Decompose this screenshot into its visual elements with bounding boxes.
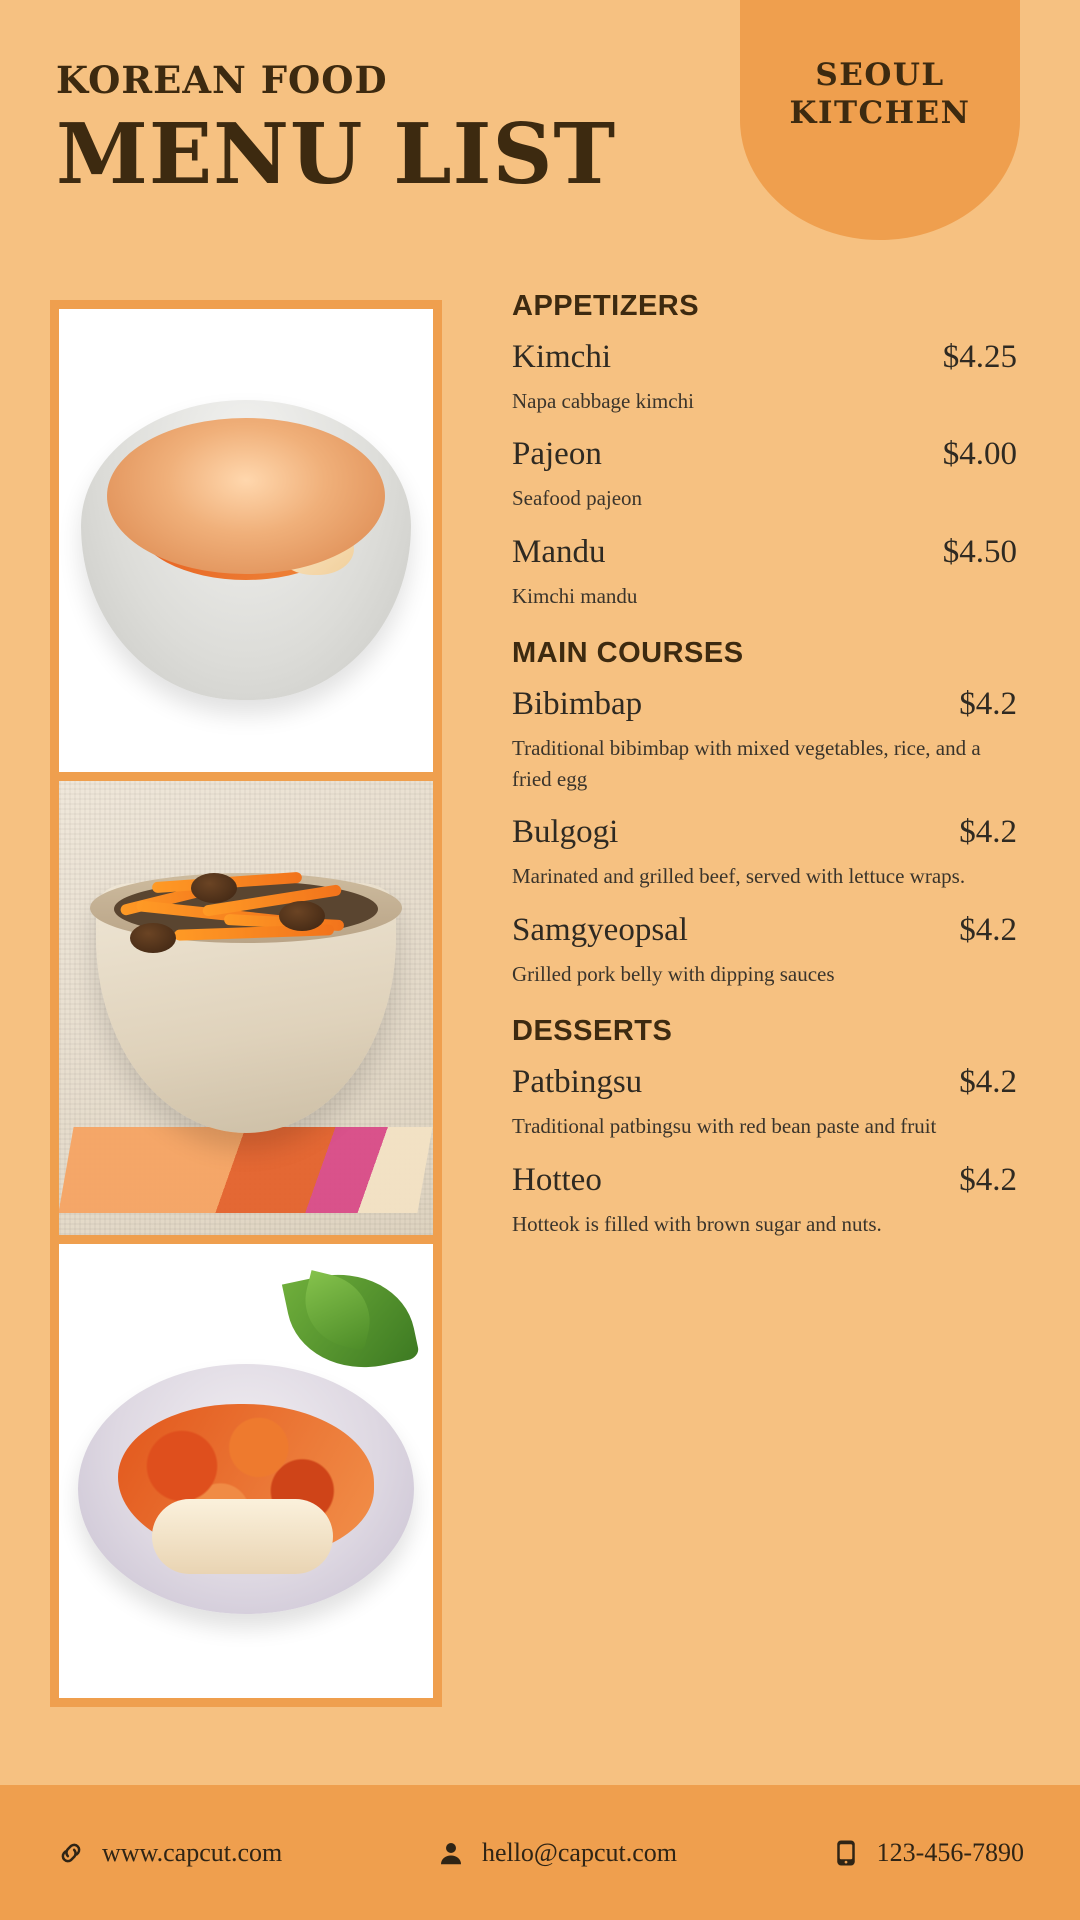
menu-item-description: Hotteok is filled with brown sugar and nuts. [512, 1211, 882, 1236]
menu-item-description: Traditional patbingsu with red bean paste and fruit [512, 1114, 937, 1139]
food-photo-pork-kimchi [59, 1235, 433, 1698]
menu-item-name: Samgyeopsal [512, 911, 688, 948]
brand-name-line-1: SEOUL [815, 57, 945, 94]
menu-item-price: $4.00 [942, 436, 1017, 473]
page-title: MENU LIST [56, 105, 617, 203]
menu-section-desserts [512, 1015, 1017, 1239]
menu-item [512, 912, 1017, 989]
menu-section-appetizers [512, 290, 1017, 611]
menu-item [512, 534, 1017, 611]
menu-item-price: $4.2 [959, 1064, 1017, 1101]
food-photo-kimchi [59, 309, 433, 772]
phone-text: 123-456-7890 [876, 1837, 1024, 1867]
menu-item-description: Kimchi mandu [512, 583, 638, 608]
photo-column [50, 300, 442, 1707]
napkin-shape [59, 1127, 433, 1213]
poster-kicker: KOREAN FOOD [56, 58, 388, 102]
cabbage-leaf-shape [201, 469, 291, 500]
radish-piece-shape [277, 520, 353, 575]
kimchi-shape [134, 460, 358, 580]
phone-icon [831, 1838, 861, 1868]
menu-item [512, 1162, 1017, 1239]
menu-item-description: Traditional bibimbap with mixed vegetables, rice, and a fried egg [512, 736, 981, 791]
menu-item-price: $4.2 [959, 814, 1017, 851]
food-photo-carrot-bowl [59, 772, 433, 1235]
website-text: www.capcut.com [102, 1837, 283, 1867]
lavender-plate-shape [78, 1364, 414, 1614]
menu-item-name: Pajeon [512, 436, 602, 473]
menu-item-name: Bulgogi [512, 814, 619, 851]
brand-badge [740, 0, 1020, 240]
section-title: DESSERTS [512, 1015, 673, 1048]
section-title: MAIN COURSES [512, 637, 744, 670]
menu-item-name: Mandu [512, 533, 606, 570]
link-icon [56, 1838, 86, 1868]
pork-belly-shape [152, 1499, 333, 1574]
menu-item-description: Seafood pajeon [512, 486, 643, 511]
mushroom-slice-shape [279, 901, 325, 931]
menu-item [512, 686, 1017, 794]
poster-header [56, 58, 617, 203]
menu-item [512, 814, 1017, 891]
menu-item-name: Patbingsu [512, 1064, 643, 1101]
menu-item-name: Bibimbap [512, 686, 643, 723]
perilla-leaf-shape [281, 1260, 419, 1383]
menu-item-price: $4.2 [959, 911, 1017, 948]
menu-item-price: $4.25 [942, 339, 1017, 375]
contact-website[interactable] [56, 1838, 282, 1868]
section-title: APPETIZERS [512, 290, 700, 322]
contact-phone[interactable] [831, 1838, 1024, 1868]
menu-item [512, 1064, 1017, 1141]
menu-item-description: Grilled pork belly with dipping sauces [512, 961, 835, 986]
menu-item-price: $4.2 [959, 686, 1017, 723]
mushroom-slice-shape [130, 923, 176, 953]
brand-name-line-2: KITCHEN [789, 95, 971, 131]
white-bowl-shape [81, 400, 411, 700]
menu-item-name: Hotteo [512, 1161, 602, 1198]
mushroom-slice-shape [191, 873, 237, 903]
menu-column [512, 290, 1017, 1259]
menu-item-description: Napa cabbage kimchi [512, 389, 694, 413]
carrot-strips-shape [108, 857, 384, 967]
menu-item-name: Kimchi [512, 339, 611, 375]
person-icon [436, 1838, 466, 1868]
menu-item [512, 339, 1017, 416]
email-text: hello@capcut.com [481, 1837, 677, 1867]
contact-footer [0, 1785, 1080, 1920]
menu-item-description: Marinated and grilled beef, served with lettuce wraps. [512, 864, 966, 889]
menu-item-price: $4.2 [959, 1161, 1017, 1198]
contact-email[interactable] [436, 1838, 677, 1868]
menu-item-price: $4.50 [942, 533, 1017, 570]
menu-item [512, 436, 1017, 513]
menu-section-main-courses [512, 637, 1017, 989]
